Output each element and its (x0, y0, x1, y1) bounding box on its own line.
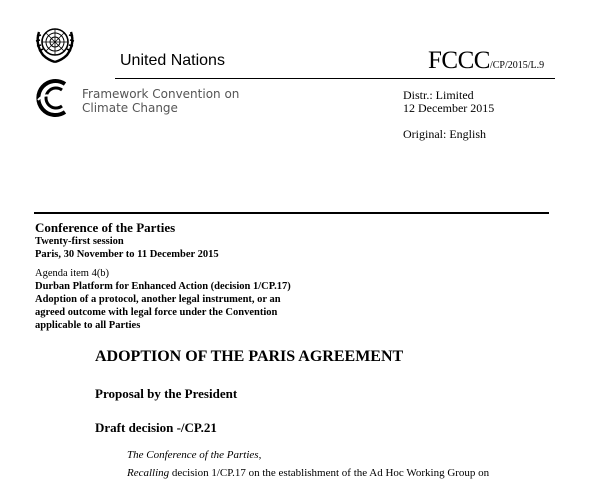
header-rule (115, 78, 555, 79)
distribution: Distr.: Limited (403, 88, 474, 102)
session-place-dates: Paris, 30 November to 11 December 2015 (35, 249, 219, 260)
issue-date: 12 December 2015 (403, 101, 495, 115)
un-emblem-icon (33, 22, 77, 66)
session-name: Twenty-first session (35, 236, 124, 247)
session-body: Conference of the Parties (35, 220, 176, 235)
document-symbol (428, 47, 544, 75)
draft-decision-heading: Draft decision -/CP.21 (95, 420, 217, 435)
agenda-item: Agenda item 4(b) (35, 268, 110, 279)
original-language: Original: English (403, 127, 486, 141)
framework-line-1: Framework Convention on (82, 87, 240, 101)
agenda-line: Adoption of a protocol, another legal instrument, or an (35, 294, 281, 305)
symbol-sub: /CP/2015/L.9 (489, 60, 545, 71)
agenda-line: applicable to all Parties (35, 320, 141, 331)
body-paragraph-2 (127, 467, 489, 479)
framework-line-2: Climate Change (82, 101, 178, 115)
org-name: United Nations (120, 52, 225, 69)
symbol-main: FCCC (428, 47, 490, 74)
agenda-line: Durban Platform for Enhanced Action (decision 1/CP.17) (35, 281, 291, 292)
main-rule (34, 212, 549, 214)
proposal-heading: Proposal by the President (95, 386, 238, 401)
body-paragraph-1 (127, 449, 261, 461)
recalling-text: Recalling (127, 467, 170, 479)
recalling-rest-text: decision 1/CP.17 on the establishment of the Ad Hoc Working Group on (169, 467, 490, 479)
document-title: ADOPTION OF THE PARIS AGREEMENT (95, 348, 404, 365)
agenda-line: agreed outcome with legal force under the Convention (35, 307, 278, 318)
conference-of-parties-text: The Conference of the Parties, (127, 449, 262, 461)
unfccc-logo-icon (33, 78, 77, 118)
